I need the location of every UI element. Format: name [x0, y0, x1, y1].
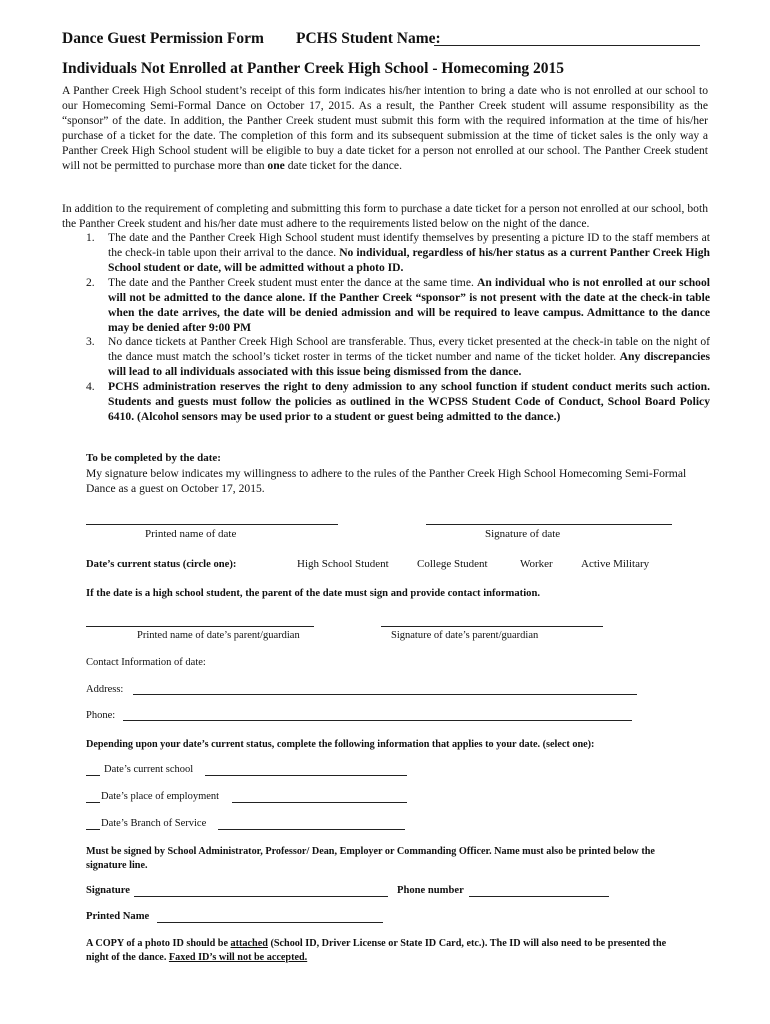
employment-select-blank[interactable]	[86, 802, 100, 803]
branch-label: Date’s Branch of Service	[101, 818, 207, 829]
form-title: Dance Guest Permission Form	[62, 30, 264, 47]
completion-statement: My signature below indicates my willingness to adhere to the rules of the Panther Creek High School Homecoming Semi-Formal Dance as a guest on October 17, 2015.	[86, 467, 687, 495]
phone-label: Phone:	[86, 710, 116, 721]
branch-select-blank[interactable]	[86, 829, 100, 830]
signoff-signature-label: Signature	[86, 885, 130, 896]
signoff-printed-field[interactable]	[157, 922, 383, 923]
rule-item: 3. No dance tickets at Panther Creek High School are transferable. Thus, every ticket presented at the check-in table on the night of the dance must match the school’s ticket roster in terms of the ticket number and name of the ticket holder. Any discrepancies will lead to all individuals associated with this issue being dismissed from the dance.	[86, 335, 710, 378]
signoff-phone-label: Phone number	[397, 885, 464, 896]
branch-field[interactable]	[218, 829, 405, 830]
rule-item: 1. The date and the Panther Creek High School student must identify themselves by presenting a picture ID to the staff members at the check-in table upon their arrival to the dance. No individual, regardless of his/her status as a current Panther Creek High School student or date, will be admitted without a photo ID.	[86, 231, 710, 274]
status-label: Date’s current status (circle one):	[86, 559, 237, 570]
current-school-field[interactable]	[205, 775, 407, 776]
rule-item: 4. PCHS administration reserves the right to deny admission to any school function if student conduct merits such action. Students and guests must follow the policies as outlined in the WCPSS Student Code of Conduct, School Board Policy 6410. (Alcohol sensors may be used prior to a student or guest being admitted to the dance.)	[86, 380, 710, 423]
date-signature-field[interactable]	[426, 524, 672, 525]
student-name-field[interactable]	[434, 45, 700, 46]
footer-note: A COPY of a photo ID should be attached (School ID, Driver License or State ID Card, etc.). The ID will also need to be presented the night of the dance. Faxed ID’s will not be accepted.	[86, 938, 667, 963]
status-option-college[interactable]: College Student	[417, 558, 488, 570]
parent-signature-field[interactable]	[381, 626, 603, 627]
date-printed-name-field[interactable]	[86, 524, 338, 525]
phone-field[interactable]	[123, 720, 632, 721]
student-name-label: PCHS Student Name:	[296, 30, 441, 47]
completion-heading: To be completed by the date:	[86, 452, 221, 464]
signoff-phone-field[interactable]	[469, 896, 609, 897]
intro-paragraph-2: In addition to the requirement of completing and submitting this form to purchase a date ticket for a person not enrolled at our school, both the Panther Creek student and his/her date must adhere to the requirements listed below on the night of the dance.	[62, 202, 708, 231]
signoff-printed-label: Printed Name	[86, 911, 150, 922]
parent-printed-name-field[interactable]	[86, 626, 314, 627]
current-school-label: Date’s current school	[104, 764, 194, 775]
school-select-blank[interactable]	[86, 775, 100, 776]
form-subtitle: Individuals Not Enrolled at Panther Creek High School - Homecoming 2015	[62, 60, 565, 77]
address-label: Address:	[86, 684, 124, 695]
rule-item: 2. The date and the Panther Creek student must enter the dance at the same time. An individual who is not enrolled at our school will not be admitted to the dance alone. If the Panther Creek “sponsor” is not present with the date at the check-in table when the date arrives, the date will be denied admission and will be required to leave campus. Admittance to the dance may be denied after 9:00 PM	[86, 276, 710, 334]
address-field[interactable]	[133, 694, 637, 695]
status-option-military[interactable]: Active Military	[581, 558, 650, 570]
parent-note: If the date is a high school student, the parent of the date must sign and provide contact information.	[86, 588, 540, 599]
intro-paragraph-1: A Panther Creek High School student’s receipt of this form indicates his/her intention to bring a date who is not enrolled at our school to our Homecoming Semi-Formal Dance on October 17, 2015. As a result, the Panther Creek student will assume responsibility as the “sponsor” of the date. In addition, the Panther Creek student must submit this form with the required information at the time of his/her purchase of a ticket for the date. The completion of this form and its subsequent submission at the time of ticket sales is the only way a Panther Creek High School student will be eligible to buy a date ticket for a person not enrolled at our school. The Panther Creek student will not be permitted to purchase more than one date ticket for the dance.	[62, 84, 708, 173]
signoff-signature-field[interactable]	[134, 896, 388, 897]
depending-heading: Depending upon your date’s current status, complete the following information that applies to your date. (select one):	[86, 739, 595, 750]
parent-printed-name-label: Printed name of date’s parent/guardian	[137, 630, 300, 641]
parent-signature-label: Signature of date’s parent/guardian	[391, 630, 539, 641]
employment-field[interactable]	[232, 802, 407, 803]
date-printed-name-label: Printed name of date	[145, 528, 237, 540]
status-option-worker[interactable]: Worker	[520, 558, 553, 570]
contact-heading: Contact Information of date:	[86, 657, 206, 668]
employment-label: Date’s place of employment	[101, 791, 220, 802]
date-signature-label: Signature of date	[485, 528, 561, 540]
status-option-high-school[interactable]: High School Student	[297, 558, 389, 570]
signoff-note: Must be signed by School Administrator, Professor/ Dean, Employer or Commanding Officer. Name must also be printed below the signature line.	[86, 846, 655, 871]
